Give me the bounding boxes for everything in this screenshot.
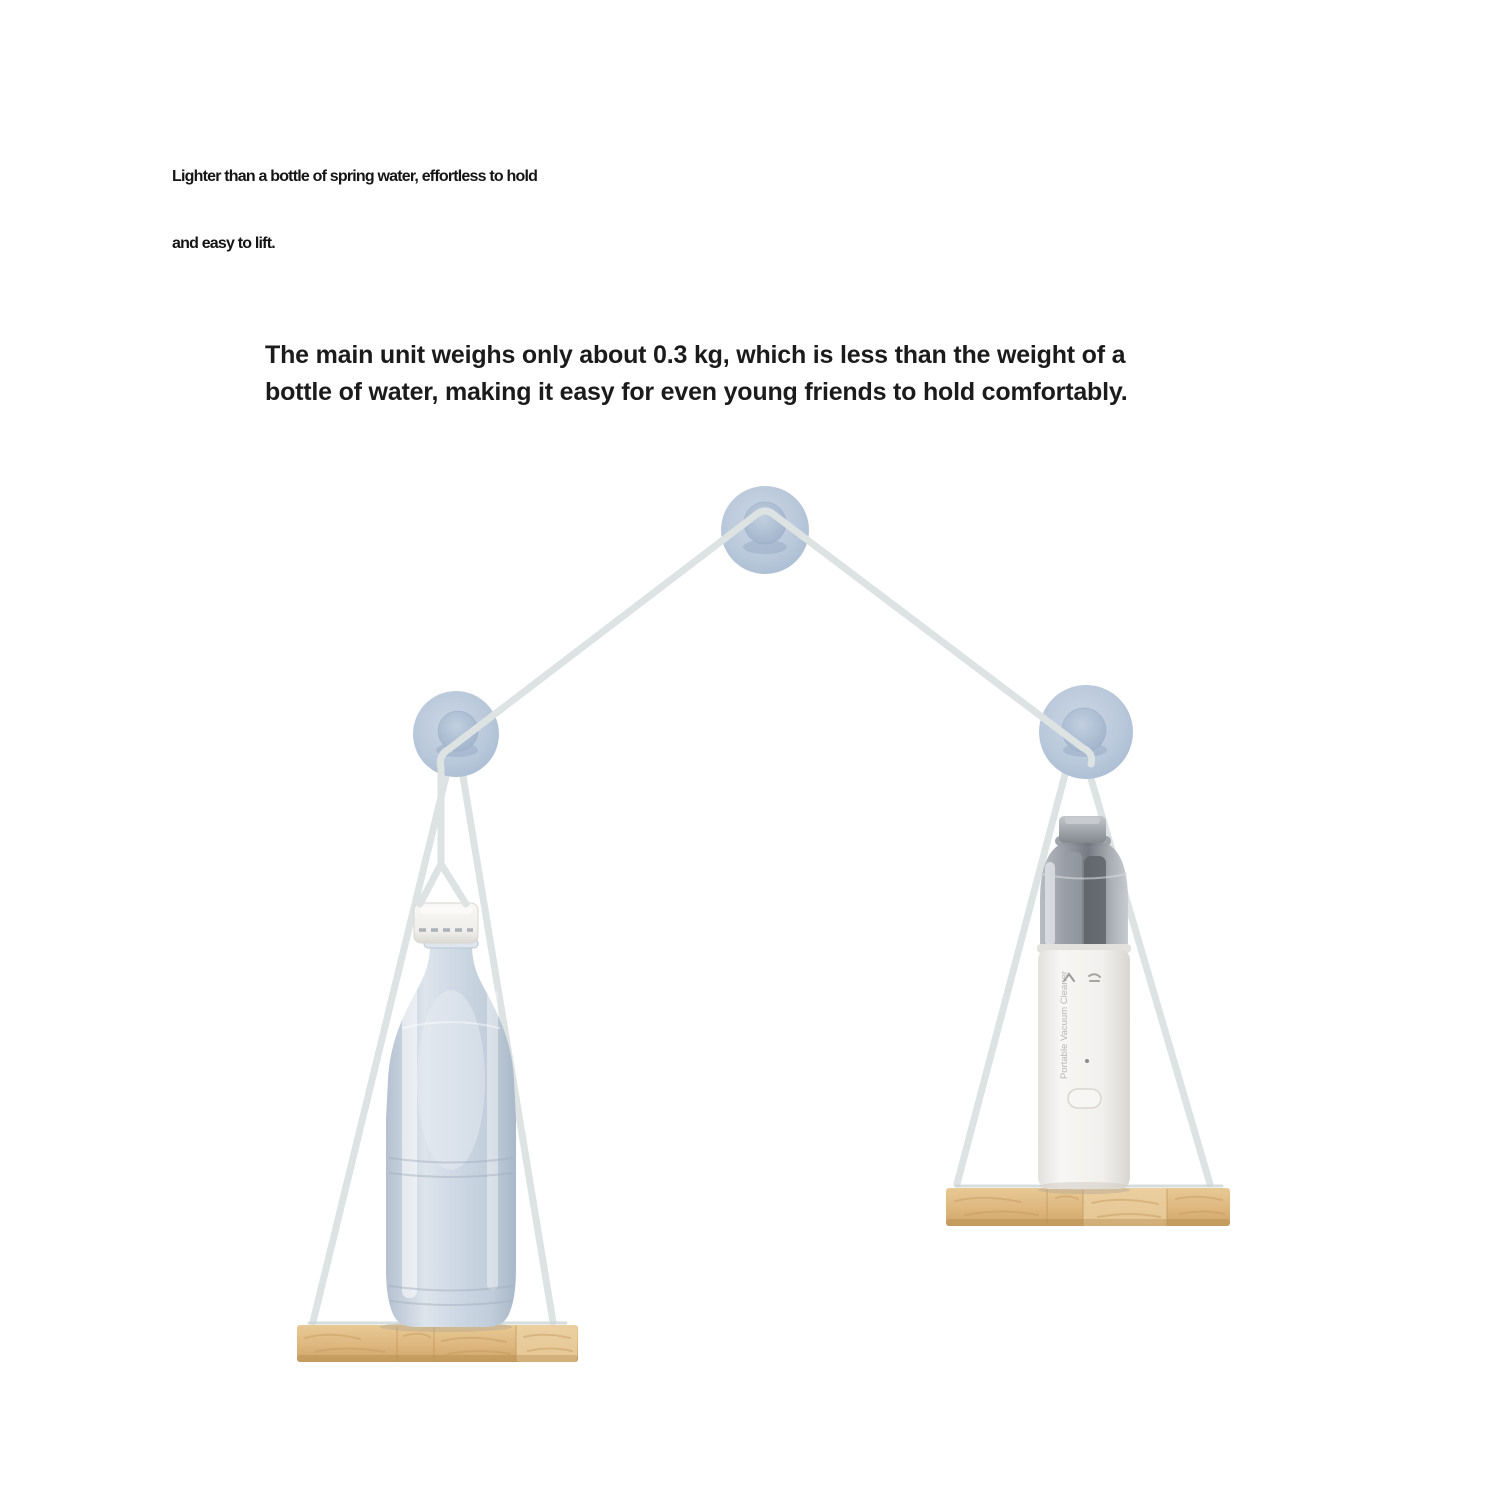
bottle-cap-highlight xyxy=(420,906,472,914)
bottle-highlight-left xyxy=(402,968,417,1298)
vacuum-nozzle-top xyxy=(1065,817,1100,824)
vacuum-power-button xyxy=(1068,1089,1101,1108)
vacuum-cup-inner-mid xyxy=(1066,852,1082,950)
left-wooden-tray xyxy=(297,1322,578,1362)
description-line-1: The main unit weighs only about 0.3 kg, which is less than the weight of a xyxy=(265,341,1126,369)
pulley-right xyxy=(1039,685,1133,779)
description-line-2: bottle of water, making it easy for even young friends to hold comfortably. xyxy=(265,378,1128,406)
vacuum-base-shade xyxy=(1040,1182,1128,1190)
vacuum-micro-label: Portable Vacuum Cleaner xyxy=(1059,970,1070,1080)
right-wooden-tray xyxy=(946,1186,1230,1226)
left-tray-bottom-shade xyxy=(297,1355,578,1362)
pulleys xyxy=(413,486,1133,779)
vacuum-cup-inner-dark xyxy=(1084,856,1106,950)
vacuum-indicator-dot xyxy=(1085,1059,1089,1063)
bottle-sheen xyxy=(417,990,485,1170)
page-title-line-1: Lighter than a bottle of spring water, effortless to hold xyxy=(172,168,538,185)
handheld-vacuum xyxy=(1037,816,1131,1190)
vacuum-body xyxy=(1038,950,1130,1189)
right-tray-bottom-shade xyxy=(946,1219,1230,1226)
page-title-line-2: and easy to lift. xyxy=(172,235,275,252)
bottle-hanger-loop xyxy=(420,864,466,904)
bottle-highlight-right xyxy=(487,990,498,1290)
pulley-left xyxy=(413,691,499,777)
